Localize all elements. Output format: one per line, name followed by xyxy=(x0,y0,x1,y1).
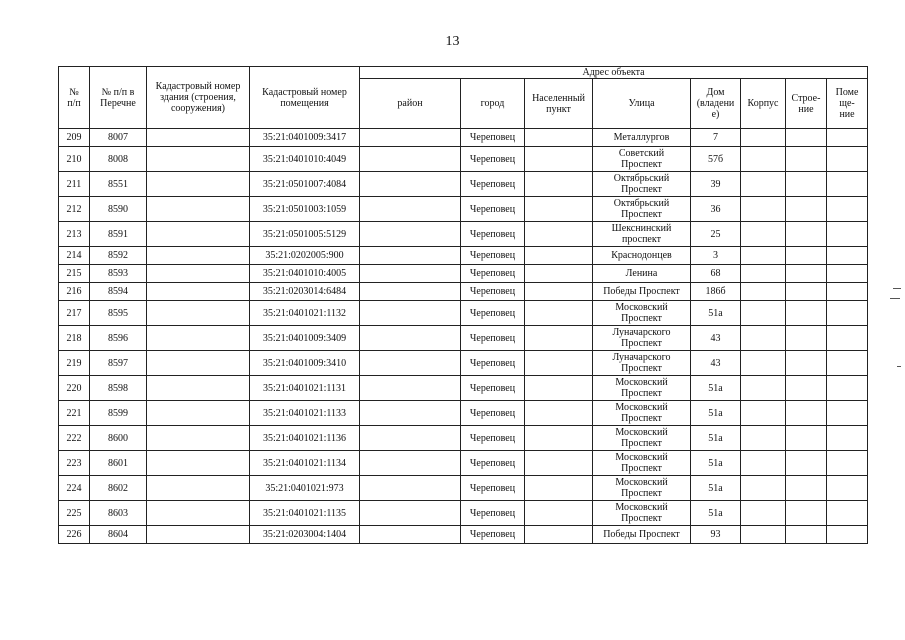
building-cadastral-cell xyxy=(147,172,250,197)
house-cell: 51а xyxy=(691,451,741,476)
house-cell: 39 xyxy=(691,172,741,197)
street-cell: Московский Проспект xyxy=(593,301,691,326)
building-cadastral-cell xyxy=(147,147,250,172)
street-cell: Луначарского Проспект xyxy=(593,326,691,351)
street-cell: Московский Проспект xyxy=(593,376,691,401)
settlement-cell xyxy=(525,426,593,451)
row-number: 210 xyxy=(59,147,90,172)
building-cadastral-cell xyxy=(147,301,250,326)
table-row xyxy=(59,476,868,501)
header-room: Поме ще- ние xyxy=(827,79,868,129)
structure-cell xyxy=(786,172,827,197)
city-cell: Череповец xyxy=(461,172,525,197)
korpus-cell xyxy=(741,147,786,172)
premises-cadastral-cell: 35:21:0401021:1134 xyxy=(250,451,360,476)
header-city: город xyxy=(461,79,525,129)
house-cell: 51а xyxy=(691,401,741,426)
structure-cell xyxy=(786,351,827,376)
korpus-cell xyxy=(741,501,786,526)
korpus-cell xyxy=(741,326,786,351)
building-cadastral-cell xyxy=(147,526,250,544)
street-cell: Московский Проспект xyxy=(593,426,691,451)
house-cell: 43 xyxy=(691,326,741,351)
street-cell: Металлургов xyxy=(593,129,691,147)
row-number: 212 xyxy=(59,197,90,222)
korpus-cell xyxy=(741,197,786,222)
korpus-cell xyxy=(741,476,786,501)
header-settlement: Населенный пункт xyxy=(525,79,593,129)
room-cell xyxy=(827,222,868,247)
structure-cell xyxy=(786,147,827,172)
row-number: 211 xyxy=(59,172,90,197)
building-cadastral-cell xyxy=(147,476,250,501)
room-cell xyxy=(827,147,868,172)
structure-cell xyxy=(786,222,827,247)
house-cell: 68 xyxy=(691,265,741,283)
district-cell xyxy=(360,501,461,526)
district-cell xyxy=(360,351,461,376)
premises-cadastral-cell: 35:21:0401010:4005 xyxy=(250,265,360,283)
building-cadastral-cell xyxy=(147,197,250,222)
header-no: № п/п xyxy=(59,67,90,129)
premises-cadastral-cell: 35:21:0401009:3409 xyxy=(250,326,360,351)
house-cell: 186б xyxy=(691,283,741,301)
room-cell xyxy=(827,451,868,476)
premises-cadastral-cell: 35:21:0401021:1136 xyxy=(250,426,360,451)
building-cadastral-cell xyxy=(147,351,250,376)
header-district: район xyxy=(360,79,461,129)
premises-cadastral-cell: 35:21:0501005:5129 xyxy=(250,222,360,247)
room-cell xyxy=(827,426,868,451)
table-row xyxy=(59,283,868,301)
building-cadastral-cell xyxy=(147,265,250,283)
list-position: 8591 xyxy=(90,222,147,247)
list-position: 8602 xyxy=(90,476,147,501)
street-cell: Советский Проспект xyxy=(593,147,691,172)
district-cell xyxy=(360,476,461,501)
settlement-cell xyxy=(525,501,593,526)
city-cell: Череповец xyxy=(461,247,525,265)
city-cell: Череповец xyxy=(461,476,525,501)
room-cell xyxy=(827,326,868,351)
city-cell: Череповец xyxy=(461,147,525,172)
list-position: 8599 xyxy=(90,401,147,426)
street-cell: Октябрьский Проспект xyxy=(593,197,691,222)
settlement-cell xyxy=(525,147,593,172)
table-row xyxy=(59,501,868,526)
premises-cadastral-cell: 35:21:0203004:1404 xyxy=(250,526,360,544)
list-position: 8600 xyxy=(90,426,147,451)
header-list-no: № п/п в Перечне xyxy=(90,67,147,129)
city-cell: Череповец xyxy=(461,197,525,222)
building-cadastral-cell xyxy=(147,222,250,247)
street-cell: Шекснинский проспект xyxy=(593,222,691,247)
settlement-cell xyxy=(525,326,593,351)
korpus-cell xyxy=(741,301,786,326)
room-cell xyxy=(827,301,868,326)
room-cell xyxy=(827,351,868,376)
settlement-cell xyxy=(525,197,593,222)
street-cell: Московский Проспект xyxy=(593,501,691,526)
header-house: Дом (владени е) xyxy=(691,79,741,129)
room-cell xyxy=(827,197,868,222)
structure-cell xyxy=(786,501,827,526)
korpus-cell xyxy=(741,426,786,451)
district-cell xyxy=(360,526,461,544)
street-cell: Ленина xyxy=(593,265,691,283)
settlement-cell xyxy=(525,283,593,301)
district-cell xyxy=(360,401,461,426)
scan-mark xyxy=(893,288,901,289)
list-position: 8008 xyxy=(90,147,147,172)
list-position: 8597 xyxy=(90,351,147,376)
house-cell: 7 xyxy=(691,129,741,147)
premises-cadastral-cell: 35:21:0401021:1132 xyxy=(250,301,360,326)
list-position: 8601 xyxy=(90,451,147,476)
list-position: 8551 xyxy=(90,172,147,197)
korpus-cell xyxy=(741,401,786,426)
table-row xyxy=(59,247,868,265)
premises-cadastral-cell: 35:21:0401009:3417 xyxy=(250,129,360,147)
row-number: 215 xyxy=(59,265,90,283)
korpus-cell xyxy=(741,351,786,376)
building-cadastral-cell xyxy=(147,401,250,426)
structure-cell xyxy=(786,526,827,544)
city-cell: Череповец xyxy=(461,265,525,283)
house-cell: 51а xyxy=(691,301,741,326)
korpus-cell xyxy=(741,376,786,401)
table-row xyxy=(59,129,868,147)
city-cell: Череповец xyxy=(461,301,525,326)
settlement-cell xyxy=(525,401,593,426)
district-cell xyxy=(360,301,461,326)
house-cell: 57б xyxy=(691,147,741,172)
row-number: 224 xyxy=(59,476,90,501)
table-row xyxy=(59,222,868,247)
building-cadastral-cell xyxy=(147,376,250,401)
house-cell: 51а xyxy=(691,426,741,451)
room-cell xyxy=(827,265,868,283)
row-number: 222 xyxy=(59,426,90,451)
building-cadastral-cell xyxy=(147,247,250,265)
korpus-cell xyxy=(741,247,786,265)
room-cell xyxy=(827,476,868,501)
table-row xyxy=(59,326,868,351)
premises-cadastral-cell: 35:21:0501003:1059 xyxy=(250,197,360,222)
city-cell: Череповец xyxy=(461,401,525,426)
settlement-cell xyxy=(525,451,593,476)
settlement-cell xyxy=(525,301,593,326)
premises-cadastral-cell: 35:21:0203014:6484 xyxy=(250,283,360,301)
city-cell: Череповец xyxy=(461,283,525,301)
settlement-cell xyxy=(525,265,593,283)
house-cell: 43 xyxy=(691,351,741,376)
premises-cadastral-cell: 35:21:0202005:900 xyxy=(250,247,360,265)
house-cell: 36 xyxy=(691,197,741,222)
settlement-cell xyxy=(525,129,593,147)
korpus-cell xyxy=(741,526,786,544)
header-street: Улица xyxy=(593,79,691,129)
header-building-cadastral: Кадастровый номер здания (строения, сооружения) xyxy=(147,67,250,129)
building-cadastral-cell xyxy=(147,501,250,526)
structure-cell xyxy=(786,265,827,283)
list-position: 8590 xyxy=(90,197,147,222)
district-cell xyxy=(360,222,461,247)
district-cell xyxy=(360,129,461,147)
structure-cell xyxy=(786,451,827,476)
city-cell: Череповец xyxy=(461,326,525,351)
settlement-cell xyxy=(525,376,593,401)
page-number: 13 xyxy=(445,34,460,49)
structure-cell xyxy=(786,326,827,351)
header-address-group: Адрес объекта xyxy=(360,67,868,79)
house-cell: 51а xyxy=(691,501,741,526)
house-cell: 25 xyxy=(691,222,741,247)
premises-cadastral-cell: 35:21:0501007:4084 xyxy=(250,172,360,197)
street-cell: Победы Проспект xyxy=(593,283,691,301)
building-cadastral-cell xyxy=(147,283,250,301)
room-cell xyxy=(827,129,868,147)
list-position: 8007 xyxy=(90,129,147,147)
row-number: 223 xyxy=(59,451,90,476)
korpus-cell xyxy=(741,129,786,147)
settlement-cell xyxy=(525,526,593,544)
cadastral-table xyxy=(58,66,868,544)
building-cadastral-cell xyxy=(147,129,250,147)
list-position: 8594 xyxy=(90,283,147,301)
house-cell: 51а xyxy=(691,476,741,501)
room-cell xyxy=(827,526,868,544)
street-cell: Луначарского Проспект xyxy=(593,351,691,376)
building-cadastral-cell xyxy=(147,326,250,351)
structure-cell xyxy=(786,301,827,326)
building-cadastral-cell xyxy=(147,426,250,451)
house-cell: 51а xyxy=(691,376,741,401)
structure-cell xyxy=(786,426,827,451)
room-cell xyxy=(827,401,868,426)
korpus-cell xyxy=(741,283,786,301)
structure-cell xyxy=(786,401,827,426)
street-cell: Краснодонцев xyxy=(593,247,691,265)
district-cell xyxy=(360,265,461,283)
table-body xyxy=(59,129,868,544)
settlement-cell xyxy=(525,222,593,247)
room-cell xyxy=(827,501,868,526)
premises-cadastral-cell: 35:21:0401021:1131 xyxy=(250,376,360,401)
list-position: 8603 xyxy=(90,501,147,526)
row-number: 220 xyxy=(59,376,90,401)
table-row xyxy=(59,147,868,172)
settlement-cell xyxy=(525,172,593,197)
city-cell: Череповец xyxy=(461,222,525,247)
list-position: 8595 xyxy=(90,301,147,326)
header-premises-cadastral: Кадастровый номер помещения xyxy=(250,67,360,129)
table-row xyxy=(59,172,868,197)
settlement-cell xyxy=(525,476,593,501)
korpus-cell xyxy=(741,265,786,283)
row-number: 226 xyxy=(59,526,90,544)
district-cell xyxy=(360,326,461,351)
list-position: 8592 xyxy=(90,247,147,265)
structure-cell xyxy=(786,283,827,301)
city-cell: Череповец xyxy=(461,129,525,147)
district-cell xyxy=(360,172,461,197)
table-row xyxy=(59,401,868,426)
row-number: 209 xyxy=(59,129,90,147)
street-cell: Октябрьский Проспект xyxy=(593,172,691,197)
premises-cadastral-cell: 35:21:0401021:1135 xyxy=(250,501,360,526)
house-cell: 93 xyxy=(691,526,741,544)
table-row xyxy=(59,197,868,222)
table-row xyxy=(59,376,868,401)
row-number: 218 xyxy=(59,326,90,351)
row-number: 213 xyxy=(59,222,90,247)
list-position: 8604 xyxy=(90,526,147,544)
room-cell xyxy=(827,172,868,197)
structure-cell xyxy=(786,376,827,401)
room-cell xyxy=(827,376,868,401)
structure-cell xyxy=(786,129,827,147)
korpus-cell xyxy=(741,451,786,476)
district-cell xyxy=(360,247,461,265)
list-position: 8598 xyxy=(90,376,147,401)
row-number: 219 xyxy=(59,351,90,376)
district-cell xyxy=(360,451,461,476)
street-cell: Победы Проспект xyxy=(593,526,691,544)
scan-mark xyxy=(890,298,900,299)
header-korpus: Корпус xyxy=(741,79,786,129)
table-row xyxy=(59,526,868,544)
room-cell xyxy=(827,283,868,301)
city-cell: Череповец xyxy=(461,426,525,451)
korpus-cell xyxy=(741,222,786,247)
premises-cadastral-cell: 35:21:0401021:1133 xyxy=(250,401,360,426)
row-number: 216 xyxy=(59,283,90,301)
building-cadastral-cell xyxy=(147,451,250,476)
table-row xyxy=(59,301,868,326)
district-cell xyxy=(360,426,461,451)
district-cell xyxy=(360,147,461,172)
list-position: 8596 xyxy=(90,326,147,351)
street-cell: Московский Проспект xyxy=(593,401,691,426)
row-number: 225 xyxy=(59,501,90,526)
premises-cadastral-cell: 35:21:0401010:4049 xyxy=(250,147,360,172)
structure-cell xyxy=(786,247,827,265)
district-cell xyxy=(360,197,461,222)
house-cell: 3 xyxy=(691,247,741,265)
table-row xyxy=(59,265,868,283)
table-row xyxy=(59,426,868,451)
scan-mark xyxy=(897,366,901,367)
table-row xyxy=(59,451,868,476)
header-structure: Строе- ние xyxy=(786,79,827,129)
street-cell: Московский Проспект xyxy=(593,476,691,501)
premises-cadastral-cell: 35:21:0401021:973 xyxy=(250,476,360,501)
city-cell: Череповец xyxy=(461,351,525,376)
city-cell: Череповец xyxy=(461,501,525,526)
list-position: 8593 xyxy=(90,265,147,283)
premises-cadastral-cell: 35:21:0401009:3410 xyxy=(250,351,360,376)
district-cell xyxy=(360,376,461,401)
korpus-cell xyxy=(741,172,786,197)
table-row xyxy=(59,351,868,376)
structure-cell xyxy=(786,197,827,222)
district-cell xyxy=(360,283,461,301)
city-cell: Череповец xyxy=(461,376,525,401)
row-number: 214 xyxy=(59,247,90,265)
settlement-cell xyxy=(525,351,593,376)
city-cell: Череповец xyxy=(461,451,525,476)
room-cell xyxy=(827,247,868,265)
structure-cell xyxy=(786,476,827,501)
street-cell: Московский Проспект xyxy=(593,451,691,476)
row-number: 217 xyxy=(59,301,90,326)
row-number: 221 xyxy=(59,401,90,426)
city-cell: Череповец xyxy=(461,526,525,544)
settlement-cell xyxy=(525,247,593,265)
